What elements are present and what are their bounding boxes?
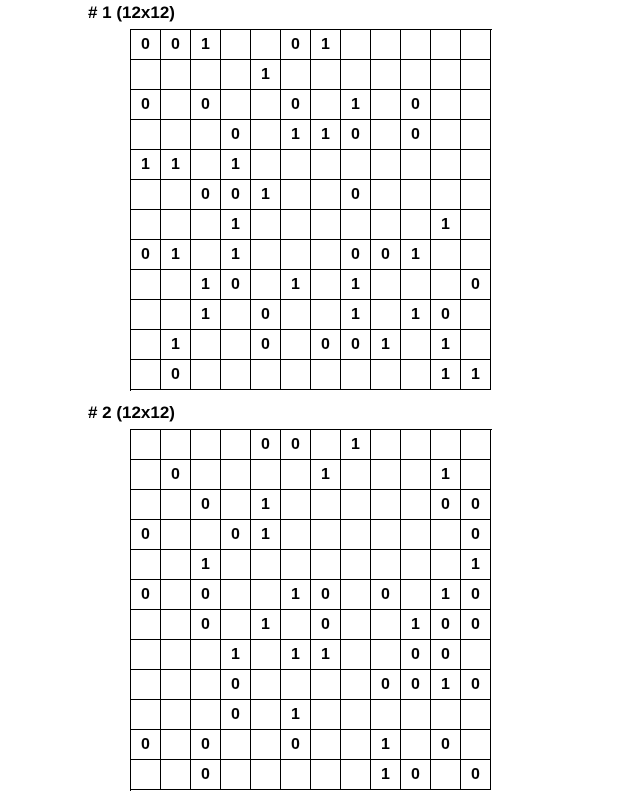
- grid-cell[interactable]: [401, 430, 431, 460]
- grid-cell[interactable]: [461, 430, 491, 460]
- grid-cell[interactable]: 1: [311, 640, 341, 670]
- grid-cell[interactable]: 0: [341, 240, 371, 270]
- grid-cell[interactable]: 0: [221, 180, 251, 210]
- grid-cell[interactable]: 1: [251, 520, 281, 550]
- grid-cell[interactable]: [401, 360, 431, 390]
- grid-cell[interactable]: [371, 90, 401, 120]
- grid-cell[interactable]: [131, 360, 161, 390]
- grid-cell[interactable]: [341, 610, 371, 640]
- grid-cell[interactable]: [401, 330, 431, 360]
- grid-cell[interactable]: 1: [251, 610, 281, 640]
- grid-cell[interactable]: [341, 580, 371, 610]
- grid-cell[interactable]: [461, 120, 491, 150]
- grid-cell[interactable]: 0: [131, 520, 161, 550]
- grid-cell[interactable]: [431, 520, 461, 550]
- grid-cell[interactable]: [311, 490, 341, 520]
- grid-cell[interactable]: [281, 360, 311, 390]
- grid-cell[interactable]: [341, 670, 371, 700]
- grid-cell[interactable]: 0: [281, 430, 311, 460]
- grid-cell[interactable]: [131, 210, 161, 240]
- grid-cell[interactable]: [221, 90, 251, 120]
- grid-cell[interactable]: [401, 460, 431, 490]
- grid-cell[interactable]: [371, 150, 401, 180]
- grid-cell[interactable]: [161, 640, 191, 670]
- grid-cell[interactable]: 0: [341, 330, 371, 360]
- grid-cell[interactable]: [161, 670, 191, 700]
- grid-cell[interactable]: 1: [341, 300, 371, 330]
- grid-cell[interactable]: [311, 550, 341, 580]
- grid-cell[interactable]: [401, 550, 431, 580]
- grid-cell[interactable]: [251, 670, 281, 700]
- grid-cell[interactable]: 0: [401, 90, 431, 120]
- grid-cell[interactable]: [281, 520, 311, 550]
- grid-cell[interactable]: 1: [161, 150, 191, 180]
- grid-cell[interactable]: [431, 430, 461, 460]
- grid-cell[interactable]: 0: [131, 90, 161, 120]
- grid-cell[interactable]: [461, 460, 491, 490]
- grid-cell[interactable]: [401, 730, 431, 760]
- grid-cell[interactable]: 1: [431, 580, 461, 610]
- grid-cell[interactable]: [191, 120, 221, 150]
- grid-cell[interactable]: [221, 760, 251, 790]
- grid-cell[interactable]: 1: [401, 240, 431, 270]
- grid-cell[interactable]: [311, 90, 341, 120]
- grid-cell[interactable]: [161, 610, 191, 640]
- grid-cell[interactable]: 0: [221, 520, 251, 550]
- grid-cell[interactable]: [311, 210, 341, 240]
- grid-cell[interactable]: [161, 550, 191, 580]
- grid-cell[interactable]: [131, 330, 161, 360]
- grid-cell[interactable]: 1: [281, 640, 311, 670]
- grid-cell[interactable]: [191, 330, 221, 360]
- grid-cell[interactable]: [131, 670, 161, 700]
- grid-cell[interactable]: 0: [131, 730, 161, 760]
- grid-cell[interactable]: [251, 550, 281, 580]
- grid-cell[interactable]: [281, 60, 311, 90]
- grid-cell[interactable]: 0: [341, 120, 371, 150]
- grid-cell[interactable]: [131, 550, 161, 580]
- grid-cell[interactable]: [461, 180, 491, 210]
- grid-cell[interactable]: 1: [431, 330, 461, 360]
- grid-cell[interactable]: [161, 430, 191, 460]
- grid-cell[interactable]: [191, 430, 221, 460]
- grid-cell[interactable]: [131, 640, 161, 670]
- grid-cell[interactable]: [431, 90, 461, 120]
- grid-cell[interactable]: [131, 60, 161, 90]
- grid-cell[interactable]: [401, 490, 431, 520]
- grid-cell[interactable]: 1: [431, 360, 461, 390]
- grid-cell[interactable]: 0: [371, 240, 401, 270]
- grid-cell[interactable]: [281, 180, 311, 210]
- grid-cell[interactable]: [161, 120, 191, 150]
- grid-cell[interactable]: [281, 460, 311, 490]
- grid-cell[interactable]: [221, 610, 251, 640]
- grid-cell[interactable]: [371, 360, 401, 390]
- grid-cell[interactable]: [251, 150, 281, 180]
- grid-cell[interactable]: [221, 580, 251, 610]
- puzzle-1-title: # 1 (12x12): [88, 3, 175, 22]
- grid-cell[interactable]: [401, 60, 431, 90]
- grid-cell[interactable]: [401, 30, 431, 60]
- grid-cell[interactable]: [311, 300, 341, 330]
- grid-cell[interactable]: 0: [221, 270, 251, 300]
- grid-cell[interactable]: [341, 640, 371, 670]
- grid-cell[interactable]: [371, 430, 401, 460]
- grid-cell[interactable]: [371, 490, 401, 520]
- grid-cell[interactable]: 1: [401, 300, 431, 330]
- grid-cell[interactable]: [401, 180, 431, 210]
- grid-cell[interactable]: [221, 30, 251, 60]
- grid-cell[interactable]: [251, 120, 281, 150]
- grid-cell[interactable]: [191, 640, 221, 670]
- grid-cell[interactable]: 0: [191, 180, 221, 210]
- grid-cell[interactable]: [281, 610, 311, 640]
- grid-cell[interactable]: 0: [341, 180, 371, 210]
- grid-cell[interactable]: [221, 550, 251, 580]
- puzzle-2-board: [130, 429, 492, 791]
- grid-cell[interactable]: [251, 580, 281, 610]
- grid-cell[interactable]: [221, 490, 251, 520]
- grid-cell[interactable]: [161, 490, 191, 520]
- grid-cell[interactable]: [311, 520, 341, 550]
- grid-cell[interactable]: [371, 270, 401, 300]
- grid-cell[interactable]: [251, 460, 281, 490]
- grid-cell[interactable]: 0: [401, 670, 431, 700]
- grid-cell[interactable]: [401, 150, 431, 180]
- grid-cell[interactable]: [431, 700, 461, 730]
- grid-cell[interactable]: [221, 460, 251, 490]
- grid-cell[interactable]: [131, 610, 161, 640]
- grid-cell[interactable]: [191, 520, 221, 550]
- grid-cell[interactable]: 0: [251, 330, 281, 360]
- grid-cell[interactable]: [461, 90, 491, 120]
- grid-cell[interactable]: 0: [431, 640, 461, 670]
- grid-cell[interactable]: [461, 150, 491, 180]
- grid-cell[interactable]: 1: [371, 330, 401, 360]
- grid-cell[interactable]: 0: [191, 90, 221, 120]
- grid-cell[interactable]: [311, 730, 341, 760]
- grid-cell[interactable]: 0: [431, 610, 461, 640]
- grid-cell[interactable]: 1: [191, 270, 221, 300]
- grid-cell[interactable]: 1: [281, 120, 311, 150]
- grid-cell[interactable]: [461, 640, 491, 670]
- grid-cell[interactable]: 1: [191, 550, 221, 580]
- grid-cell[interactable]: [461, 30, 491, 60]
- grid-cell[interactable]: 0: [191, 580, 221, 610]
- grid-cell[interactable]: [191, 240, 221, 270]
- grid-cell[interactable]: [131, 430, 161, 460]
- grid-cell[interactable]: [281, 240, 311, 270]
- grid-cell[interactable]: 0: [131, 580, 161, 610]
- grid-cell[interactable]: 1: [221, 640, 251, 670]
- grid-cell[interactable]: 1: [341, 270, 371, 300]
- grid-cell[interactable]: 0: [191, 760, 221, 790]
- grid-cell[interactable]: 1: [341, 90, 371, 120]
- grid-cell[interactable]: [161, 760, 191, 790]
- grid-cell[interactable]: 0: [131, 30, 161, 60]
- grid-cell[interactable]: [431, 550, 461, 580]
- grid-cell[interactable]: [161, 270, 191, 300]
- grid-cell[interactable]: [251, 760, 281, 790]
- grid-cell[interactable]: [131, 700, 161, 730]
- grid-cell[interactable]: 1: [461, 550, 491, 580]
- grid-cell[interactable]: [131, 300, 161, 330]
- grid-cell[interactable]: [161, 300, 191, 330]
- grid-cell[interactable]: [311, 60, 341, 90]
- grid-cell[interactable]: 0: [161, 30, 191, 60]
- grid-cell[interactable]: 1: [251, 490, 281, 520]
- grid-cell[interactable]: [431, 120, 461, 150]
- grid-cell[interactable]: [131, 180, 161, 210]
- grid-cell[interactable]: [131, 270, 161, 300]
- grid-cell[interactable]: [371, 300, 401, 330]
- grid-cell[interactable]: [221, 730, 251, 760]
- grid-cell[interactable]: 1: [431, 460, 461, 490]
- grid-cell[interactable]: [131, 760, 161, 790]
- grid-cell[interactable]: [461, 330, 491, 360]
- grid-cell[interactable]: [461, 60, 491, 90]
- grid-cell[interactable]: [251, 210, 281, 240]
- grid-cell[interactable]: 0: [311, 610, 341, 640]
- grid-cell[interactable]: [371, 640, 401, 670]
- grid-cell[interactable]: [191, 150, 221, 180]
- grid-cell[interactable]: 0: [461, 520, 491, 550]
- grid-cell[interactable]: [251, 640, 281, 670]
- grid-cell[interactable]: 1: [161, 240, 191, 270]
- grid-cell[interactable]: [251, 30, 281, 60]
- grid-cell[interactable]: [461, 730, 491, 760]
- grid-cell[interactable]: [281, 550, 311, 580]
- grid-cell[interactable]: 1: [401, 610, 431, 640]
- grid-cell[interactable]: [131, 460, 161, 490]
- grid-cell[interactable]: [341, 360, 371, 390]
- grid-cell[interactable]: 0: [461, 670, 491, 700]
- grid-cell[interactable]: [461, 300, 491, 330]
- grid-cell[interactable]: [221, 60, 251, 90]
- grid-cell[interactable]: 0: [191, 490, 221, 520]
- grid-cell[interactable]: 1: [131, 150, 161, 180]
- grid-cell[interactable]: 1: [281, 580, 311, 610]
- grid-cell[interactable]: [221, 330, 251, 360]
- grid-cell[interactable]: [401, 580, 431, 610]
- grid-cell[interactable]: [221, 300, 251, 330]
- grid-cell[interactable]: 1: [461, 360, 491, 390]
- grid-cell[interactable]: 0: [431, 730, 461, 760]
- grid-cell[interactable]: 0: [461, 580, 491, 610]
- grid-cell[interactable]: 0: [131, 240, 161, 270]
- grid-cell[interactable]: 0: [461, 490, 491, 520]
- grid-cell[interactable]: 0: [401, 120, 431, 150]
- grid-cell[interactable]: [341, 760, 371, 790]
- grid-cell[interactable]: 0: [461, 270, 491, 300]
- grid-cell[interactable]: 1: [221, 150, 251, 180]
- grid-cell[interactable]: [341, 730, 371, 760]
- grid-cell[interactable]: [371, 180, 401, 210]
- grid-cell[interactable]: [161, 180, 191, 210]
- grid-cell[interactable]: [461, 700, 491, 730]
- grid-cell[interactable]: [311, 430, 341, 460]
- puzzle-2-title: # 2 (12x12): [88, 403, 175, 422]
- grid-cell[interactable]: [221, 430, 251, 460]
- grid-cell[interactable]: 0: [461, 610, 491, 640]
- grid-cell[interactable]: [161, 60, 191, 90]
- grid-cell[interactable]: [371, 210, 401, 240]
- grid-cell[interactable]: [401, 270, 431, 300]
- grid-cell[interactable]: [221, 360, 251, 390]
- grid-cell[interactable]: [281, 330, 311, 360]
- grid-cell[interactable]: [371, 460, 401, 490]
- grid-cell[interactable]: [191, 670, 221, 700]
- grid-cell[interactable]: [461, 240, 491, 270]
- grid-cell[interactable]: [161, 700, 191, 730]
- grid-cell[interactable]: [371, 550, 401, 580]
- grid-cell[interactable]: [131, 120, 161, 150]
- grid-cell[interactable]: 0: [161, 360, 191, 390]
- grid-cell[interactable]: 0: [281, 730, 311, 760]
- grid-cell[interactable]: 0: [221, 670, 251, 700]
- grid-cell[interactable]: [341, 150, 371, 180]
- grid-cell[interactable]: 0: [311, 580, 341, 610]
- grid-cell[interactable]: 1: [251, 180, 281, 210]
- grid-cell[interactable]: 0: [251, 430, 281, 460]
- grid-cell[interactable]: 1: [221, 210, 251, 240]
- grid-cell[interactable]: 1: [311, 120, 341, 150]
- grid-cell[interactable]: 0: [191, 610, 221, 640]
- grid-cell[interactable]: [341, 460, 371, 490]
- grid-cell[interactable]: [311, 150, 341, 180]
- grid-cell[interactable]: 0: [251, 300, 281, 330]
- grid-cell[interactable]: [341, 700, 371, 730]
- grid-cell[interactable]: 1: [371, 730, 401, 760]
- grid-cell[interactable]: 0: [311, 330, 341, 360]
- grid-cell[interactable]: [431, 760, 461, 790]
- grid-cell[interactable]: [281, 760, 311, 790]
- grid-cell[interactable]: [401, 210, 431, 240]
- grid-cell[interactable]: 1: [161, 330, 191, 360]
- grid-cell[interactable]: [341, 210, 371, 240]
- grid-cell[interactable]: 0: [161, 460, 191, 490]
- grid-cell[interactable]: [431, 150, 461, 180]
- grid-cell[interactable]: [311, 700, 341, 730]
- grid-cell[interactable]: [161, 730, 191, 760]
- grid-cell[interactable]: [371, 700, 401, 730]
- grid-cell[interactable]: [161, 580, 191, 610]
- grid-cell[interactable]: 1: [371, 760, 401, 790]
- grid-cell[interactable]: [311, 360, 341, 390]
- grid-cell[interactable]: [431, 240, 461, 270]
- grid-cell[interactable]: 0: [221, 120, 251, 150]
- grid-cell[interactable]: 1: [431, 210, 461, 240]
- grid-cell[interactable]: 0: [281, 30, 311, 60]
- grid-cell[interactable]: [431, 180, 461, 210]
- grid-cell[interactable]: [191, 210, 221, 240]
- grid-cell[interactable]: [191, 360, 221, 390]
- grid-cell[interactable]: 1: [191, 30, 221, 60]
- grid-cell[interactable]: [341, 490, 371, 520]
- grid-cell[interactable]: 0: [371, 670, 401, 700]
- grid-cell[interactable]: [251, 360, 281, 390]
- grid-cell[interactable]: [251, 270, 281, 300]
- grid-cell[interactable]: 0: [371, 580, 401, 610]
- grid-cell[interactable]: [191, 460, 221, 490]
- grid-cell[interactable]: [161, 210, 191, 240]
- grid-cell[interactable]: 1: [251, 60, 281, 90]
- grid-cell[interactable]: [371, 610, 401, 640]
- grid-cell[interactable]: 0: [461, 760, 491, 790]
- grid-cell[interactable]: 1: [311, 30, 341, 60]
- grid-cell[interactable]: 0: [401, 640, 431, 670]
- grid-cell[interactable]: 1: [281, 270, 311, 300]
- grid-cell[interactable]: [191, 60, 221, 90]
- grid-cell[interactable]: [281, 150, 311, 180]
- grid-cell[interactable]: [341, 520, 371, 550]
- grid-cell[interactable]: 0: [221, 700, 251, 730]
- grid-cell[interactable]: [251, 700, 281, 730]
- grid-cell[interactable]: [341, 60, 371, 90]
- grid-cell[interactable]: 1: [191, 300, 221, 330]
- grid-cell[interactable]: [161, 520, 191, 550]
- grid-cell[interactable]: [371, 30, 401, 60]
- grid-cell[interactable]: 1: [311, 460, 341, 490]
- grid-cell[interactable]: [311, 760, 341, 790]
- grid-cell[interactable]: [281, 670, 311, 700]
- grid-cell[interactable]: [311, 270, 341, 300]
- grid-cell[interactable]: 0: [431, 490, 461, 520]
- grid-cell[interactable]: [341, 550, 371, 580]
- grid-cell[interactable]: [371, 520, 401, 550]
- grid-cell[interactable]: [401, 520, 431, 550]
- grid-cell[interactable]: 1: [341, 430, 371, 460]
- grid-cell[interactable]: [311, 180, 341, 210]
- grid-cell[interactable]: [251, 240, 281, 270]
- grid-cell[interactable]: 0: [401, 760, 431, 790]
- grid-cell[interactable]: [311, 670, 341, 700]
- grid-cell[interactable]: [281, 490, 311, 520]
- grid-cell[interactable]: [431, 60, 461, 90]
- grid-cell[interactable]: [401, 700, 431, 730]
- grid-cell[interactable]: [371, 120, 401, 150]
- grid-cell[interactable]: [461, 210, 491, 240]
- grid-cell[interactable]: [191, 700, 221, 730]
- grid-cell[interactable]: [161, 90, 191, 120]
- grid-cell[interactable]: 0: [431, 300, 461, 330]
- grid-cell[interactable]: [251, 90, 281, 120]
- grid-cell[interactable]: [131, 490, 161, 520]
- grid-cell[interactable]: 0: [281, 90, 311, 120]
- grid-cell[interactable]: [341, 30, 371, 60]
- grid-cell[interactable]: [281, 210, 311, 240]
- grid-cell[interactable]: [371, 60, 401, 90]
- grid-cell[interactable]: [431, 270, 461, 300]
- grid-cell[interactable]: [431, 30, 461, 60]
- puzzle-1-board: [130, 29, 492, 391]
- grid-cell[interactable]: 1: [431, 670, 461, 700]
- grid-cell[interactable]: [281, 300, 311, 330]
- grid-cell[interactable]: 0: [191, 730, 221, 760]
- grid-cell[interactable]: [311, 240, 341, 270]
- grid-cell[interactable]: 1: [221, 240, 251, 270]
- grid-cell[interactable]: 1: [281, 700, 311, 730]
- grid-cell[interactable]: [251, 730, 281, 760]
